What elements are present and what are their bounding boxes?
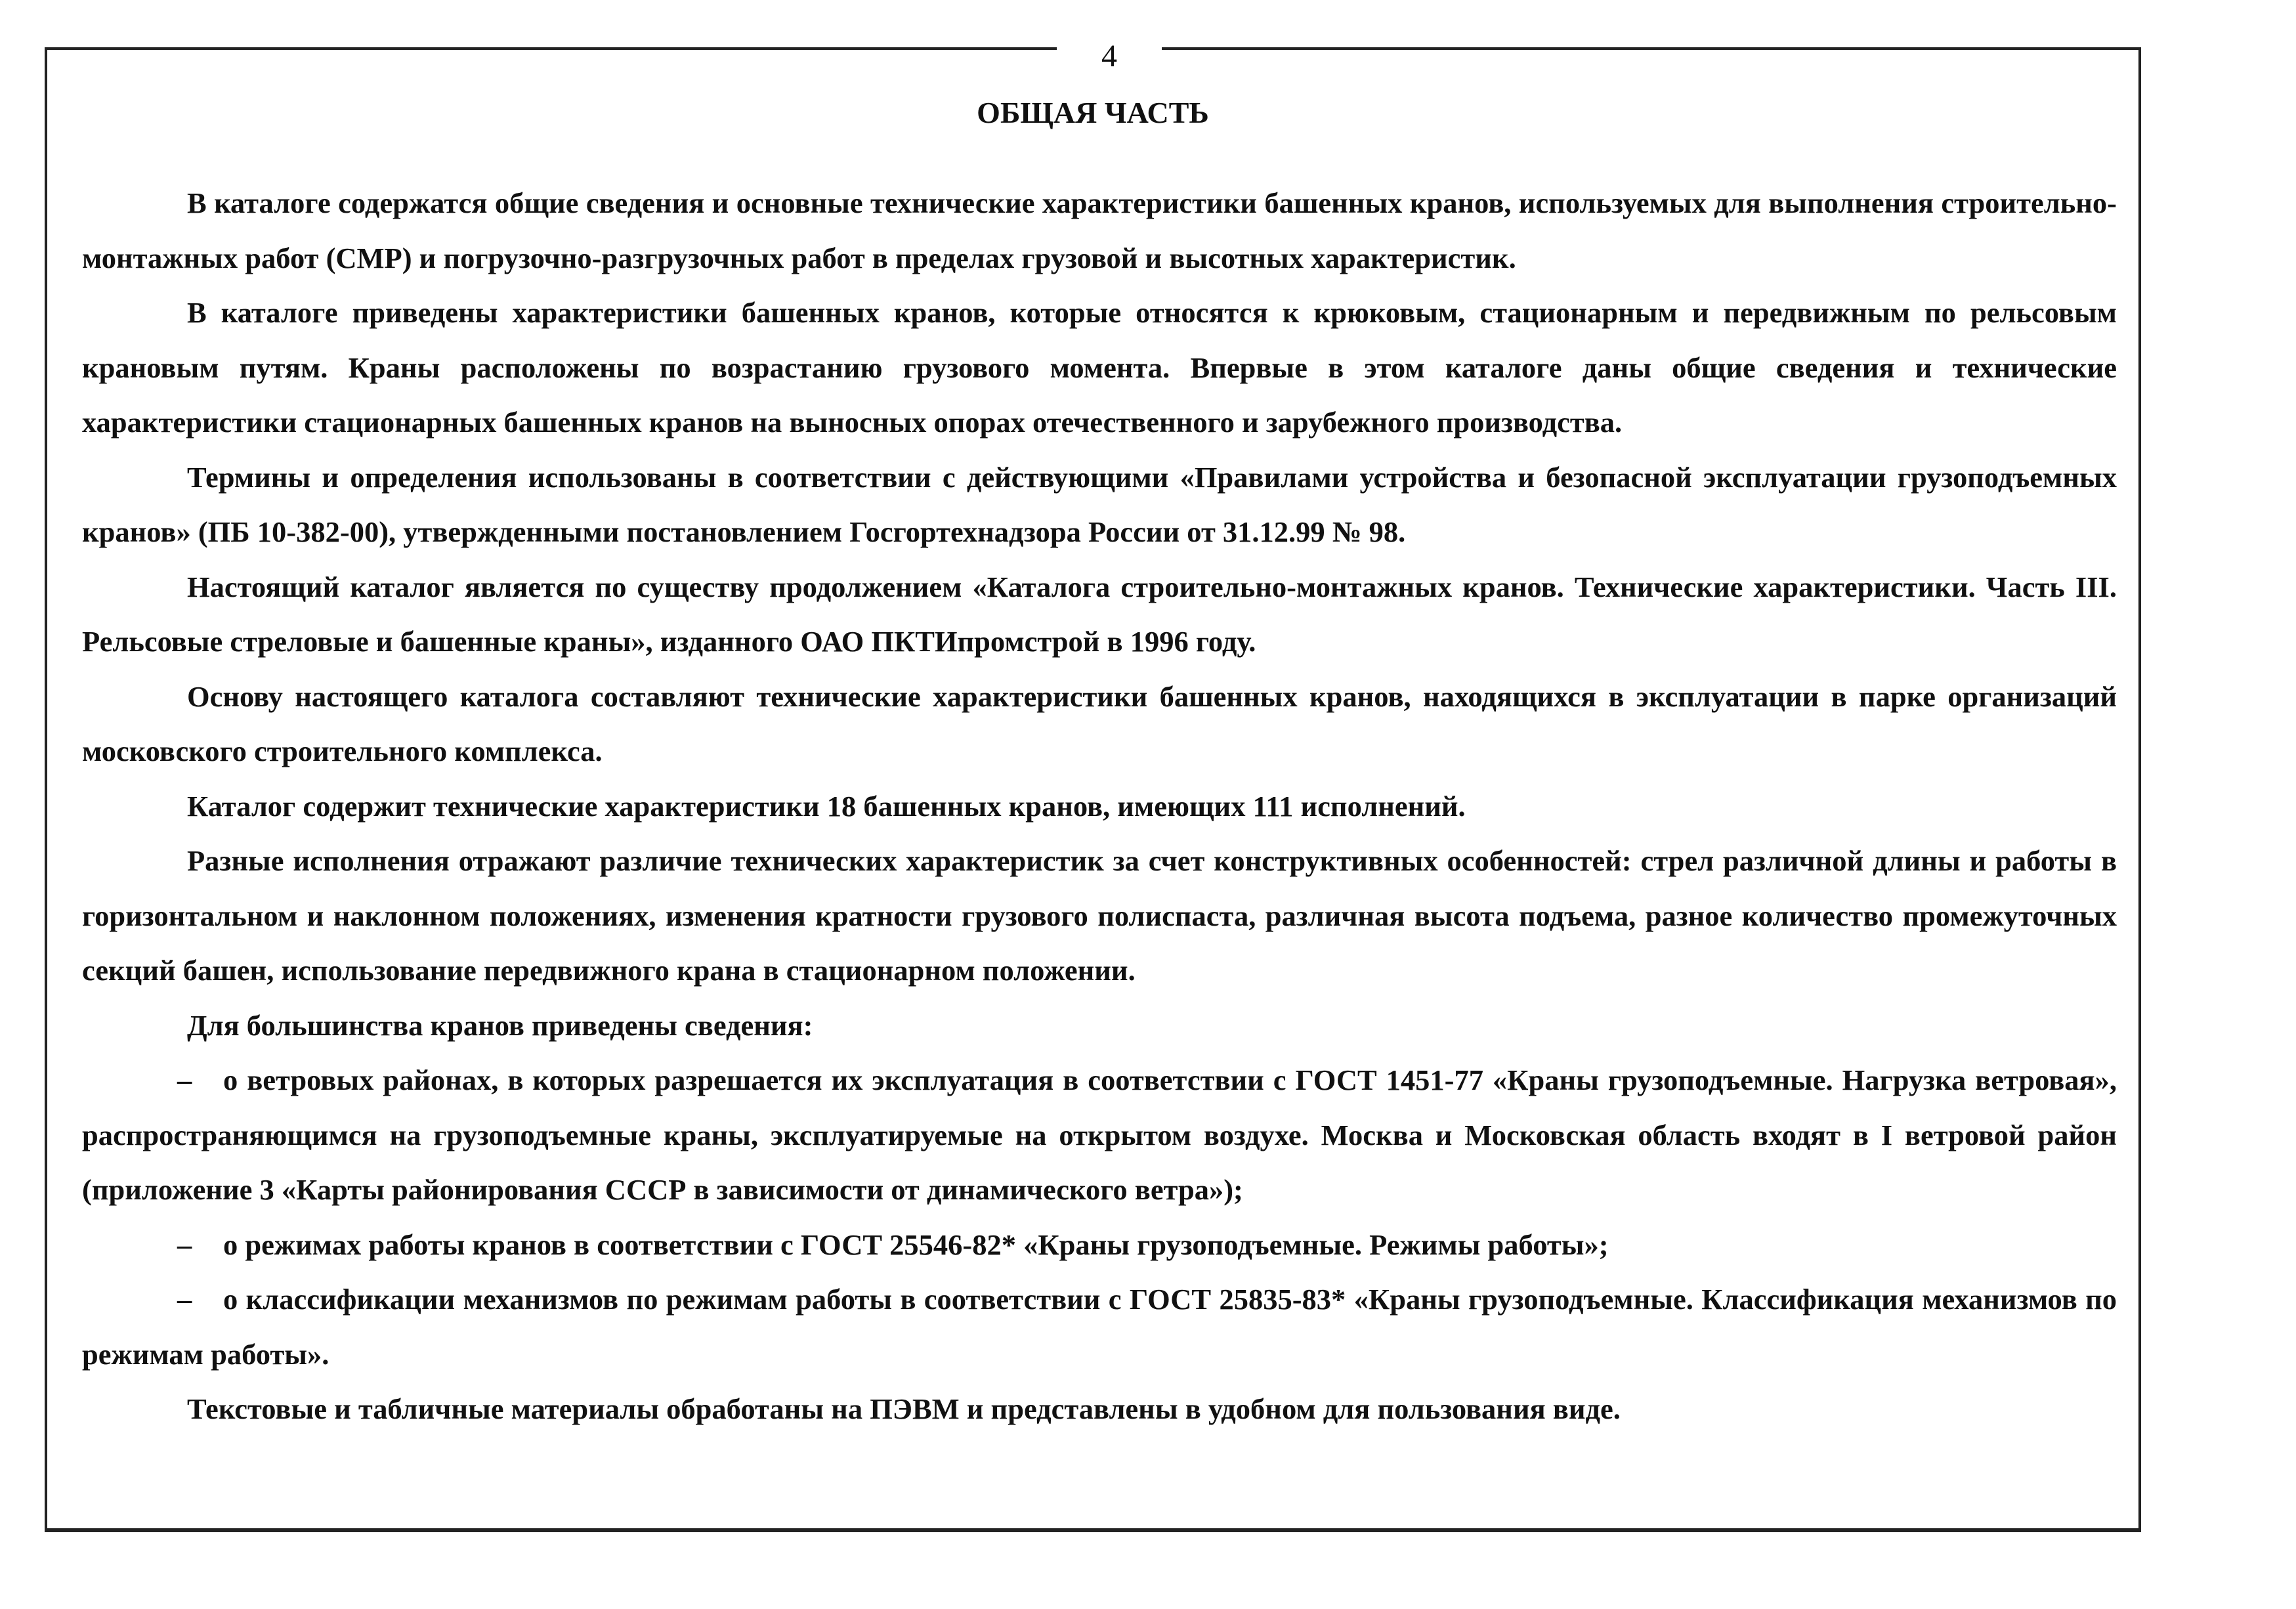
section-title: ОБЩАЯ ЧАСТЬ — [977, 96, 1209, 129]
paragraph-list-intro: Для большинства кранов приведены сведения: — [187, 1008, 813, 1042]
paragraph-continuation: Настоящий каталог является по существу продолжением «Каталога строительно-монтажных кранов. Технические характеристики. Часть III. Рельсовые стреловые и башенные краны», изданного ОАО ПКТИпромстрой в 1996 году. — [82, 570, 2117, 658]
paragraph-basis: Основу настоящего каталога составляют технические характеристики башенных кранов, находящихся в эксплуатации в парке организаций московского строительного комплекса. — [82, 679, 2117, 767]
list-item-wind — [82, 1053, 2117, 1218]
list-item-classification — [82, 1272, 2117, 1382]
paragraph-terms: Термины и определения использованы в соответствии с действующими «Правилами устройства и безопасной эксплуатации грузоподъемных кранов» (ПБ 10-382-00), утвержденными постановлением Госгортехнадзора России от 31.12.99 № 98. — [82, 460, 2117, 548]
list-item-text: о режимах работы кранов в соответствии с ГОСТ 25546-82* «Краны грузоподъемные. Режимы работы»; — [223, 1228, 1609, 1261]
list-item-text: о классификации механизмов по режимам работы в соответствии с ГОСТ 25835-83* «Краны грузоподъемные. Классификация механизмов по режимам работы». — [82, 1283, 2117, 1371]
page-number: 4 — [1057, 37, 1162, 76]
paragraph-closing: Текстовые и табличные материалы обработаны на ПЭВМ и представлены в удобном для пользования виде. — [187, 1392, 1621, 1425]
paragraph-contents: Каталог содержит технические характеристики 18 башенных кранов, имеющих 111 исполнений. — [187, 789, 1466, 823]
list-item-modes — [82, 1218, 2117, 1273]
paragraph-intro: В каталоге содержатся общие сведения и основные технические характеристики башенных кранов, используемых для выполнения строительно-монтажных работ (СМР) и погрузочно-разгрузочных работ в пределах грузовой и высотных характеристик. — [82, 186, 2117, 274]
list-dash: – — [177, 1228, 192, 1261]
list-dash: – — [177, 1063, 192, 1096]
list-item-text: о ветровых районах, в которых разрешается их эксплуатация в соответствии с ГОСТ 1451-77 «Краны грузоподъемные. Нагрузка ветровая», распространяющимся на грузоподъемные краны, эксплуатируемые на открытом воздухе. Москва и Московская область входят в I ветровой район (приложение 3 «Карты районирования СССР в зависимости от динамического ветра»); — [82, 1063, 2117, 1206]
document-body — [82, 176, 2117, 1437]
paragraph-variants: Разные исполнения отражают различие технических характеристик за счет конструктивных особенностей: стрел различной длины и работы в горизонтальном и наклонном положениях, изменения кратности грузового полиспаста, различная высота подъема, разное количество промежуточных секций башен, использование передвижного крана в стационарном положении. — [82, 844, 2117, 987]
paragraph-characteristics: В каталоге приведены характеристики башенных кранов, которые относятся к крюковым, стационарным и передвижным по рельсовым крановым путям. Краны расположены по возрастанию грузового момента. Впервые в этом каталоге даны общие сведения и технические характеристики стационарных башенных кранов на выносных опорах отечественного и зарубежного производства. — [82, 296, 2117, 439]
list-dash: – — [177, 1283, 192, 1316]
